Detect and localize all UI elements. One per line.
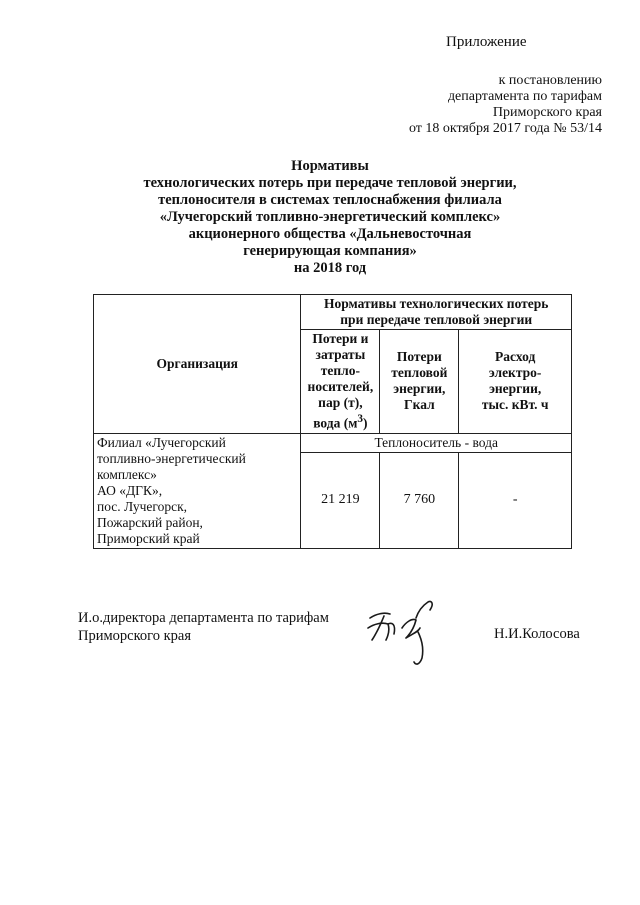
- org-line: Филиал «Лучегорский: [97, 434, 226, 450]
- title-line: Нормативы: [291, 158, 369, 174]
- handwritten-signature: [362, 588, 452, 668]
- appendix-line: департамента по тарифам: [447, 89, 602, 104]
- title-line: теплоносителя в системах теплоснабжения филиала: [158, 192, 502, 208]
- column-header-losses-carrier: [301, 330, 380, 434]
- header-line: тыс. кВт. ч: [481, 397, 549, 413]
- header-line: Потери и: [312, 331, 369, 346]
- norms-table: [93, 294, 572, 549]
- org-line: пос. Лучегорск,: [97, 498, 188, 514]
- signatory-name: Н.И.Колосова: [494, 626, 580, 642]
- org-line: Приморский край: [97, 530, 200, 546]
- value-electricity: -: [459, 452, 572, 548]
- header-line: Расход: [495, 349, 536, 365]
- org-line: топливно-энергетический: [97, 450, 246, 466]
- header-line: тепловой: [391, 365, 448, 381]
- group-header: [301, 295, 572, 330]
- header-line: пар (т),: [318, 395, 363, 410]
- header-line: затраты: [315, 347, 366, 362]
- heat-carrier-cell: Теплоноситель - вода: [301, 433, 572, 452]
- title-line: «Лучегорский топливно-энергетический комплекс»: [159, 209, 501, 225]
- value-carrier-losses: 21 219: [301, 452, 380, 548]
- title-line: на 2018 год: [293, 260, 367, 276]
- title-line: генерирующая компания»: [243, 243, 417, 259]
- group-header-line: Нормативы технологических потерь: [323, 296, 549, 311]
- header-text: вода (м: [313, 415, 358, 431]
- header-line: энергии,: [489, 381, 542, 397]
- signatory-position: [78, 609, 329, 645]
- appendix-title: Приложение: [446, 34, 527, 50]
- header-line: Гкал: [404, 397, 435, 413]
- org-line: АО «ДГК»,: [97, 482, 163, 498]
- appendix-line: от 18 октября 2017 года № 53/14: [408, 121, 602, 136]
- superscript: 3: [357, 413, 364, 425]
- appendix-line: к постановлению: [498, 73, 602, 88]
- header-line: электро-: [488, 365, 542, 381]
- column-header-heat-losses: [380, 330, 459, 434]
- organization-cell: [94, 433, 301, 548]
- title-line: акционерного общества «Дальневосточная: [188, 226, 472, 242]
- group-header-line: при передаче тепловой энергии: [340, 312, 533, 327]
- header-text: ): [363, 415, 368, 431]
- header-line: [304, 411, 376, 432]
- table-row: [94, 433, 572, 452]
- header-line: Потери: [396, 349, 442, 365]
- appendix-line: Приморского края: [492, 105, 602, 120]
- org-line: комплекс»: [97, 466, 157, 482]
- header-line: тепло-: [320, 363, 360, 378]
- value-heat-losses: 7 760: [380, 452, 459, 548]
- header-line: носителей,: [307, 379, 374, 394]
- appendix-reference: [372, 73, 602, 137]
- org-header: Организация: [94, 295, 301, 434]
- position-line: Приморского края: [78, 628, 192, 644]
- document-title: [60, 158, 600, 277]
- position-line: И.о.директора департамента по тарифам: [78, 610, 329, 626]
- title-line: технологических потерь при передаче тепловой энергии,: [143, 175, 517, 191]
- table-header-row: [94, 295, 572, 330]
- org-line: Пожарский район,: [97, 514, 203, 530]
- header-line: энергии,: [393, 381, 446, 397]
- column-header-electricity: [459, 330, 572, 434]
